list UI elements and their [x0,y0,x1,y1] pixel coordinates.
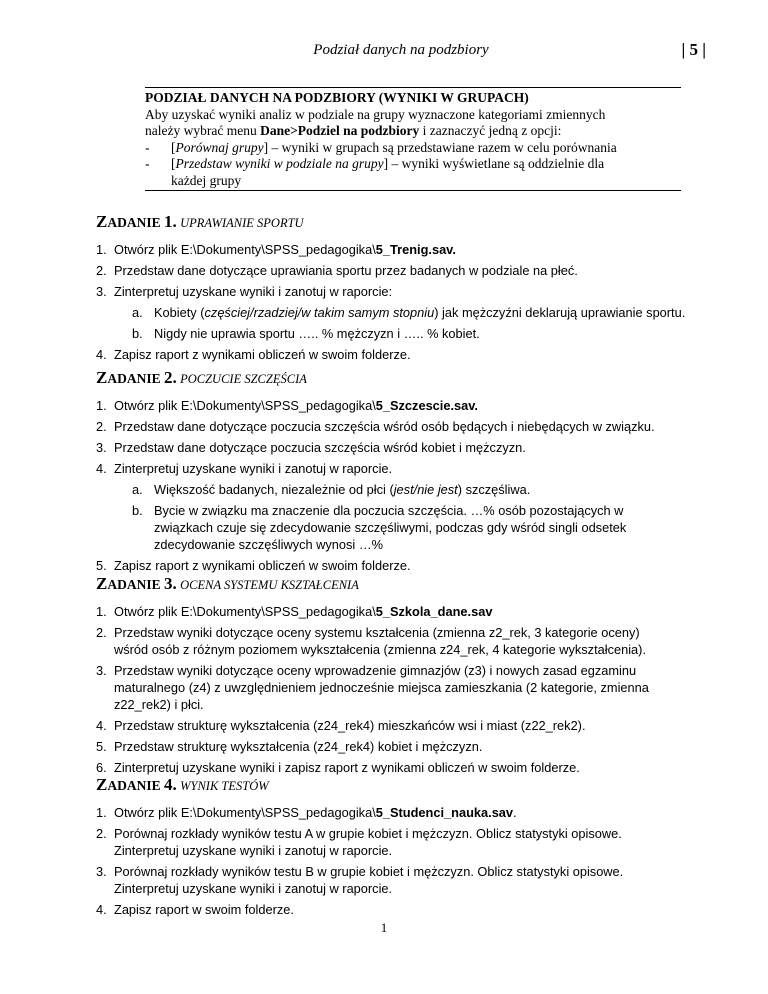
list-item: 3. Porównaj rozkłady wyników testu B w grupie kobiet i mężczyzn. Oblicz statystyki opisowe. Zinterpretuj uzyskane wyniki i zanotuj w raporcie. [96,864,624,896]
task-heading: ZADANIE 3. OCENA SYSTEMU KSZTAŁCENIA [96,574,359,593]
list-item: 1. Otwórz plik E:\Dokumenty\SPSS_pedagogika\5_Szkola_dane.sav [96,604,493,619]
sub-list-item: a. Kobiety (częściej/rzadziej/w takim samym stopniu) jak mężczyźni deklarują uprawianie sportu. [132,305,686,320]
header-title: Podział danych na podzbiory [313,42,489,58]
page-header [96,40,706,62]
sub-list-item: b. Nigdy nie uprawia sportu ….. % mężczyzn i ….. % kobiet. [132,326,480,341]
list-item: 3. Zinterpretuj uzyskane wyniki i zanotuj w raporcie: [96,284,393,299]
list-item: 4. Zapisz raport z wynikami obliczeń w swoim folderze. [96,347,411,362]
list-item: 1. Otwórz plik E:\Dokumenty\SPSS_pedagogika\5_Trenig.sav. [96,242,456,257]
info-box-title: PODZIAŁ DANYCH NA PODZBIORY (WYNIKI W GRUPACH) [145,90,529,105]
task-heading: ZADANIE 4. WYNIK TESTÓW [96,775,269,794]
task-3 [96,574,706,780]
list-item: 5. Zapisz raport z wynikami obliczeń w swoim folderze. [96,558,411,573]
list-item: 2. Przedstaw wyniki dotyczące oceny systemu kształcenia (zmienna z2_rek, 3 kategorie oceny) wśród osób z różnym poziomem wykształcenia (zmienna z24_rek, 4 kategorie wykształcenia). [96,625,646,657]
list-item: 2. Porównaj rozkłady wyników testu A w grupie kobiet i mężczyzn. Oblicz statystyki opisowe. Zinterpretuj uzyskane wyniki i zanotuj w raporcie. [96,826,622,858]
list-item: 1. Otwórz plik E:\Dokumenty\SPSS_pedagogika\5_Szczescie.sav. [96,398,478,413]
list-item: 3. Przedstaw wyniki dotyczące oceny wprowadzenie gimnazjów (z3) i nowych zasad egzaminu maturalnego (z4) z uwzględnieniem jednocześnie miejsca zamieszkania (2 kategorie, zmienna z22_rek2) i płci. [96,663,649,712]
header-page-number: | 5 | [681,40,706,59]
list-item: 5. Przedstaw strukturę wykształcenia (z24_rek4) kobiet i mężczyzn. [96,739,483,754]
option-item: - [Przedstaw wyniki w podziale na grupy] – wyniki wyświetlane są oddzielnie dla każdej grupy [145,156,605,188]
list-item: 6. Zinterpretuj uzyskane wyniki i zapisz raport z wynikami obliczeń w swoim folderze. [96,760,580,775]
list-item: 2. Przedstaw dane dotyczące uprawiania sportu przez badanych w podziale na płeć. [96,263,578,278]
list-item: 2. Przedstaw dane dotyczące poczucia szczęścia wśród osób będących i niebędących w związku. [96,419,655,434]
task-1 [96,212,706,367]
list-item: 4. Przedstaw strukturę wykształcenia (z24_rek4) mieszkańców wsi i miast (z22_rek2). [96,718,586,733]
task-4 [96,775,706,922]
sub-list-item: a. Większość badanych, niezależnie od płci (jest/nie jest) szczęśliwa. [132,482,531,497]
option-item: - [Porównaj grupy] – wyniki w grupach są przedstawiane razem w celu porównania [145,139,617,155]
info-box-line: Aby uzyskać wyniki analiz w podziale na grupy wyznaczone kategoriami zmiennych [145,106,606,122]
info-box-line: należy wybrać menu Dane>Podziel na podzbiory i zaznaczyć jedną z opcji: [145,123,562,138]
list-item: 4. Zinterpretuj uzyskane wyniki i zanotuj w raporcie. [96,461,393,476]
info-box [145,87,681,191]
list-item: 3. Przedstaw dane dotyczące poczucia szczęścia wśród kobiet i mężczyzn. [96,440,526,455]
page-footer-number: 1 [380,920,388,935]
list-item: 4. Zapisz raport w swoim folderze. [96,902,294,917]
task-heading: ZADANIE 1. UPRAWIANIE SPORTU [96,212,304,231]
task-2 [96,368,706,578]
list-item: 1. Otwórz plik E:\Dokumenty\SPSS_pedagogika\5_Studenci_nauka.sav. [96,805,517,820]
sub-list-item: b. Bycie w związku ma znaczenie dla poczucia szczęścia. …% osób pozostających w związkach czuje się zdecydowanie szczęśliwymi, podczas gdy wśród singli odsetek zdecydowanie szczęśliwych wynosi …% [132,503,627,552]
task-heading: ZADANIE 2. POCZUCIE SZCZĘŚCIA [96,368,307,387]
